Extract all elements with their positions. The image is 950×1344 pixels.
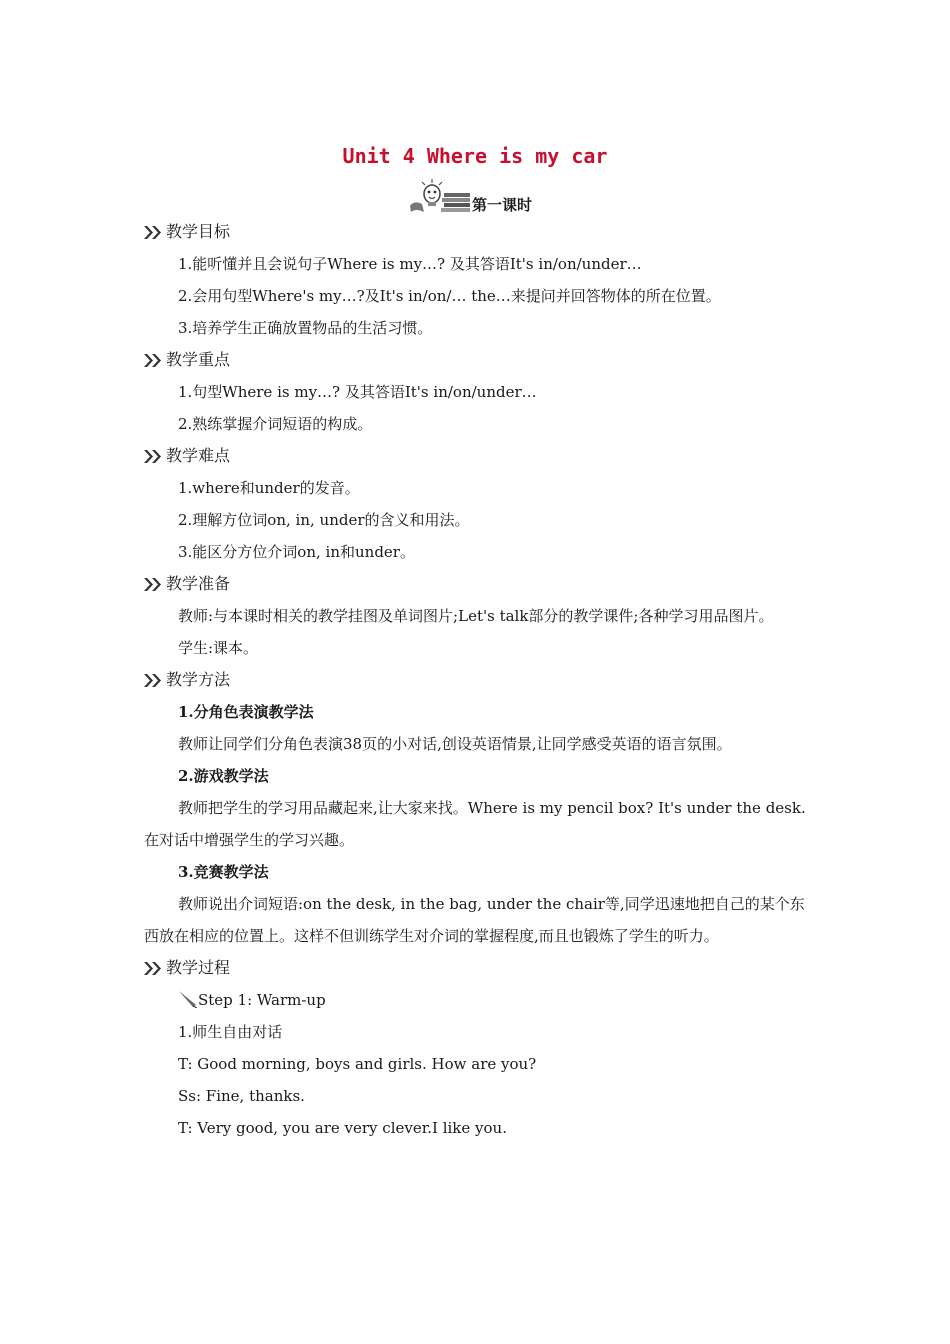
document-body <box>144 216 810 1144</box>
page-title: Unit 4 Where is my car <box>342 144 608 168</box>
section-heading-difficulties: 教学难点 <box>144 440 810 472</box>
dialog-line: T: Very good, you are very clever.I like you. <box>178 1119 507 1137</box>
double-chevron-icon <box>144 578 166 591</box>
method-title: 2.游戏教学法 <box>178 767 269 785</box>
lesson-label: 第一课时 <box>472 196 533 214</box>
section-heading-methods: 教学方法 <box>144 664 810 696</box>
method-title: 1.分角色表演教学法 <box>178 703 314 721</box>
double-chevron-icon <box>144 962 166 975</box>
lesson-badge <box>0 178 950 214</box>
method-text: 教师把学生的学习用品藏起来,让大家来找。Where is my pencil box? It's under the desk.在对话中增强学生的学习兴趣。 <box>144 799 806 849</box>
dialog-line: Ss: Fine, thanks. <box>178 1087 305 1105</box>
lightbulb-books-icon <box>408 178 472 214</box>
section-heading-goals: 教学目标 <box>144 216 810 248</box>
double-chevron-icon <box>144 226 166 239</box>
dialog-line: T: Good morning, boys and girls. How are you? <box>178 1055 537 1073</box>
difficulty-item: 2.理解方位词on, in, under的含义和用法。 <box>178 511 470 529</box>
goal-item: 2.会用句型Where's my…?及It's in/on/… the…来提问并回答物体的所在位置。 <box>178 287 721 305</box>
double-chevron-icon <box>144 450 166 463</box>
difficulty-item: 1.where和under的发音。 <box>178 479 360 497</box>
method-title: 3.竞赛教学法 <box>178 863 269 881</box>
difficulty-item: 3.能区分方位介词on, in和under。 <box>178 543 415 561</box>
section-heading-preparation: 教学准备 <box>144 568 810 600</box>
sub-step: 1.师生自由对话 <box>178 1023 283 1041</box>
step-heading: Step 1: Warm-up <box>144 984 810 1016</box>
section-heading-key-points: 教学重点 <box>144 344 810 376</box>
double-chevron-icon <box>144 354 166 367</box>
key-point-item: 2.熟练掌握介词短语的构成。 <box>178 415 373 433</box>
goal-item: 3.培养学生正确放置物品的生活习惯。 <box>178 319 433 337</box>
preparation-teacher: 教师:与本课时相关的教学挂图及单词图片;Let's talk部分的教学课件;各种学习用品图片。 <box>178 607 774 625</box>
key-point-item: 1.句型Where is my…? 及其答语It's in/on/under… <box>178 383 537 401</box>
preparation-student: 学生:课本。 <box>178 639 259 657</box>
method-text: 教师说出介词短语:on the desk, in the bag, under the chair等,同学迅速地把自己的某个东西放在相应的位置上。这样不但训练学生对介词的掌握程度,而且也锻炼了学生的听力。 <box>144 895 805 945</box>
method-text: 教师让同学们分角色表演38页的小对话,创设英语情景,让同学感受英语的语言氛围。 <box>178 735 732 753</box>
goal-item: 1.能听懂并且会说句子Where is my…? 及其答语It's in/on/under… <box>178 255 642 273</box>
section-heading-process: 教学过程 <box>144 952 810 984</box>
quill-pen-icon <box>178 990 198 1008</box>
double-chevron-icon <box>144 674 166 687</box>
